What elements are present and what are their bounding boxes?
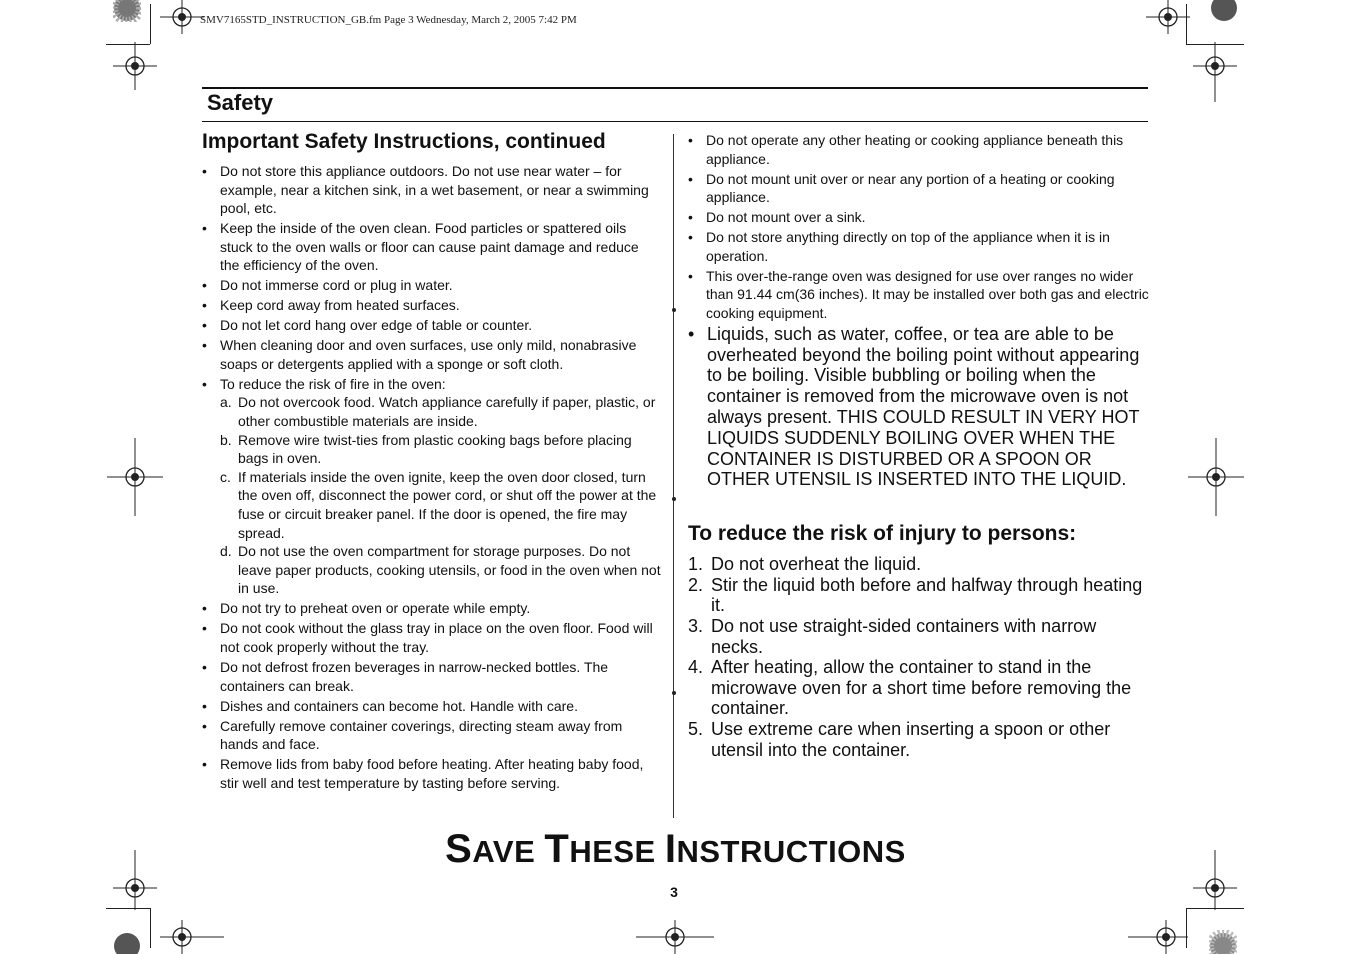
title-initial: T (544, 827, 570, 871)
left-column (202, 128, 662, 794)
title-smallcaps: HESE (569, 834, 665, 869)
step-number: 2. (688, 574, 704, 595)
step-item (688, 657, 1150, 719)
list-item: • Do not defrost frozen beverages in narrow-necked bottles. The containers can break. (202, 658, 662, 695)
sub-letter: d. (220, 543, 232, 560)
sub-letter: b. (220, 431, 232, 448)
left-bullet-list (202, 162, 662, 792)
page-number: 3 (670, 884, 678, 900)
step-item (688, 575, 1150, 616)
list-item: • Do not mount unit over or near any portion of a heating or cooking appliance. (688, 170, 1150, 207)
step-number: 5. (688, 719, 704, 740)
section-title: Safety (207, 90, 274, 115)
list-item: • Do not operate any other heating or cooking appliance beneath this appliance. (688, 131, 1150, 168)
change-marker-dot (672, 691, 676, 695)
change-marker-dot (672, 497, 676, 501)
fire-sub-list (220, 393, 662, 598)
sub-letter: c. (220, 468, 231, 485)
step-number: 1. (688, 554, 704, 575)
list-item: • Carefully remove container coverings, directing steam away from hands and face. (202, 717, 662, 754)
sub-list-item (220, 431, 662, 468)
registration-mark-icon (1188, 438, 1244, 516)
color-bar-disc-icon (113, 0, 141, 22)
injury-heading: To reduce the risk of injury to persons: (688, 522, 1077, 546)
list-item: • Do not try to preheat oven or operate while empty. (202, 599, 662, 618)
title-smallcaps: AVE (472, 834, 545, 869)
color-bar-disc-icon (113, 930, 141, 954)
registration-mark-icon (1193, 42, 1237, 102)
column-divider (673, 134, 674, 818)
change-marker-dot (672, 308, 676, 312)
right-bullet-list (688, 131, 1150, 323)
sub-text: Do not use the oven compartment for storage purposes. Do not leave paper products, cooking utensils, or food in the oven when not in use. (238, 543, 661, 597)
registration-mark-icon (160, 920, 224, 954)
list-item: • This over-the-range oven was designed for use over ranges no wider than 91.44 cm(36 inches). It may be installed over both gas and electric cooking equipment. (688, 267, 1150, 323)
list-item-fire (202, 375, 662, 598)
title-initial: I (664, 827, 677, 871)
registration-mark-icon (636, 920, 714, 954)
left-heading: Important Safety Instructions, continued (202, 130, 606, 153)
injury-steps (688, 554, 1150, 760)
registration-mark-icon (113, 42, 157, 90)
save-instructions-title (0, 824, 1351, 877)
crop-mark (150, 4, 151, 44)
registration-mark-icon (160, 0, 204, 34)
sub-text: If materials inside the oven ignite, keep the oven door closed, turn the oven off, disconnect the power cord, or shut off the power at the fuse or circuit breaker panel. If the door is opened, the fire may spread. (238, 468, 657, 541)
list-item: • Keep the inside of the oven clean. Food particles or spattered oils stuck to the oven walls or floor can cause paint damage and reduce the efficiency of the oven. (202, 219, 662, 275)
list-item: • When cleaning door and oven surfaces, use only mild, nonabrasive soaps or detergents applied with a sponge or soft cloth. (202, 336, 662, 373)
list-item: • Do not store this appliance outdoors. Do not use near water – for example, near a kitchen sink, in a wet basement, or near a swimming pool, etc. (202, 162, 662, 218)
list-item: • Keep cord away from heated surfaces. (202, 296, 662, 315)
step-text: Stir the liquid both before and halfway through heating it. (711, 574, 1143, 616)
list-item: • Do not let cord hang over edge of table or counter. (202, 316, 662, 335)
list-item: • Dishes and containers can become hot. Handle with care. (202, 697, 662, 716)
step-text: Do not use straight-sided containers with narrow necks. (711, 616, 1097, 657)
color-bar-disc-icon (1210, 0, 1238, 22)
sub-list-item (220, 468, 662, 542)
section-rule-top (202, 87, 1148, 89)
step-item (688, 554, 1150, 575)
step-text: After heating, allow the container to stand in the microwave oven for a short time before removing the container. (711, 657, 1132, 719)
sub-list-item (220, 542, 662, 598)
registration-mark-icon (1128, 920, 1188, 954)
sub-text: Do not overcook food. Watch appliance carefully if paper, plastic, or other combustible materials are inside. (238, 394, 656, 430)
step-number: 3. (688, 616, 704, 637)
title-initial: S (445, 827, 473, 871)
registration-mark-icon (1146, 0, 1190, 34)
step-text: Use extreme care when inserting a spoon or other utensil into the container. (711, 719, 1111, 760)
color-bar-disc-icon (1209, 930, 1237, 954)
registration-mark-icon (107, 438, 163, 516)
step-number: 4. (688, 657, 704, 678)
step-item (688, 616, 1150, 657)
title-smallcaps: NSTRUCTIONS (676, 834, 906, 869)
section-rule-bottom (202, 121, 1148, 122)
list-item: • Do not immerse cord or plug in water. (202, 276, 662, 295)
file-header: SMV7165STD_INSTRUCTION_GB.fm Page 3 Wednesday, March 2, 2005 7:42 PM (200, 14, 577, 26)
list-item-text: To reduce the risk of fire in the oven: (220, 375, 446, 392)
list-item: • Do not mount over a sink. (688, 208, 1150, 227)
sub-text: Remove wire twist-ties from plastic cooking bags before placing bags in oven. (238, 431, 632, 467)
crop-mark (150, 908, 151, 948)
step-text: Do not overheat the liquid. (711, 554, 922, 575)
right-column (688, 128, 1150, 760)
liquid-warning: • Liquids, such as water, coffee, or tea are able to be overheated beyond the boiling point without appearing to be boiling. Visible bubbling or boiling when the container is removed from the microwave oven is not always present. THIS COULD RESULT IN VERY HOT LIQUIDS SUDDENLY BOILING OVER WHEN THE CONTAINER IS DISTURBED OR A SPOON OR OTHER UTENSIL IS INSERTED INTO THE LIQUID. (688, 324, 1150, 490)
sub-list-item (220, 393, 662, 430)
sub-letter: a. (220, 394, 232, 411)
list-item: • Do not cook without the glass tray in place on the oven floor. Food will not cook properly without the tray. (202, 619, 662, 656)
step-item (688, 719, 1150, 760)
list-item: • Do not store anything directly on top of the appliance when it is in operation. (688, 228, 1150, 265)
list-item: • Remove lids from baby food before heating. After heating baby food, stir well and test temperature by tasting before serving. (202, 755, 662, 792)
